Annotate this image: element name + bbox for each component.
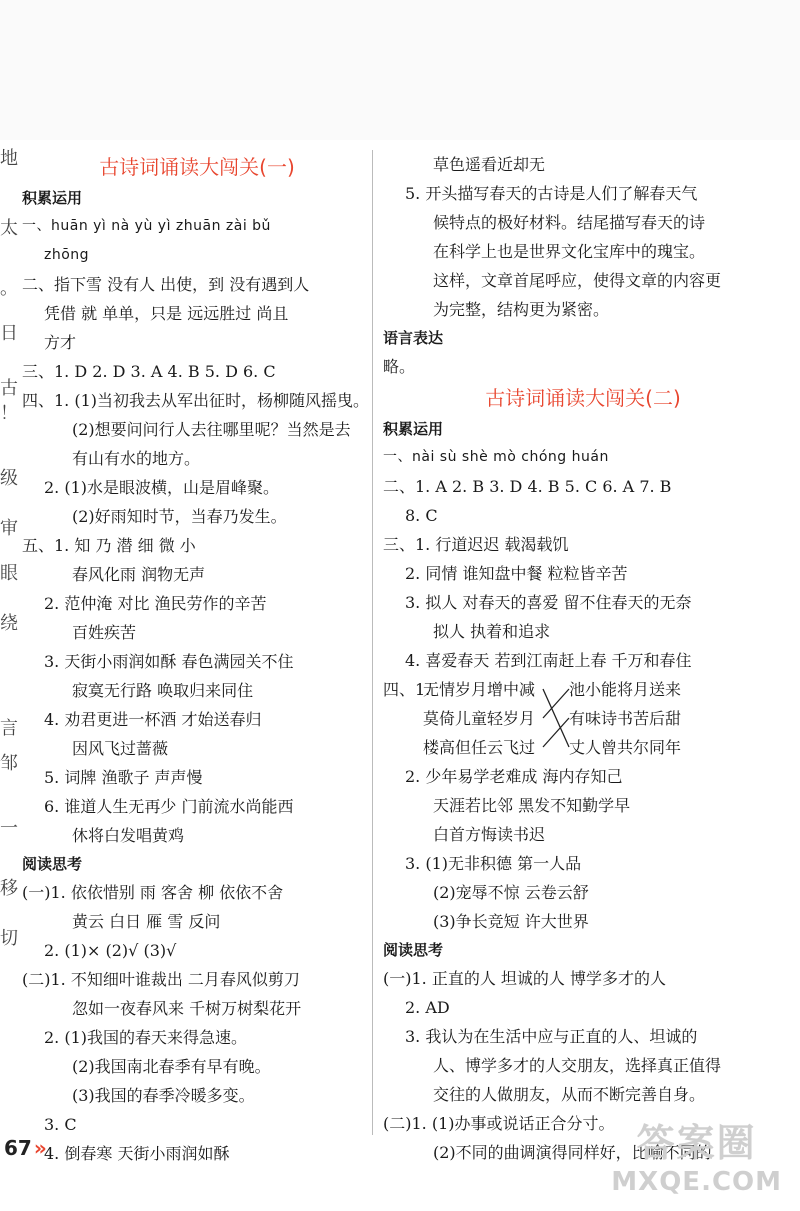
answer-line: 2. AD [405,998,450,1017]
edge-char: 太 [0,218,18,239]
answer-line: 黄云 白日 雁 雪 反问 [72,912,221,931]
answer-line: (3)争长竞短 许大世界 [433,912,589,931]
section-title-one: 古诗词诵读大闯关(一) [99,155,295,179]
answer-line: 方才 [44,333,77,352]
arrow-icon: » [33,1136,47,1160]
answer-line: 春风化雨 润物无声 [72,565,206,584]
answer-line: 3. (1)无非积德 第一人品 [405,854,582,873]
answer-line: 3. 拟人 对春天的喜爱 留不住春天的无奈 [405,593,692,612]
answer-line: 8. C [405,506,438,525]
answer-line: 因风飞过蔷薇 [72,739,169,758]
answer-line: 略。 [383,357,416,376]
edge-char: 。 [0,278,18,299]
top-margin [0,0,800,140]
answer-line: (2)想要问问行人去往哪里呢？当然是去 [72,420,351,439]
answer-line: 2. 范仲淹 对比 渔民劳作的辛苦 [44,594,267,613]
answer-line: 3. 天街小雨润如酥 春色满园关不住 [44,652,294,671]
section-heading: 积累运用 [22,189,83,207]
answer-line: 三、1. 行道迟迟 载渴载饥 [383,535,569,554]
answer-line: 寂寞无行路 唤取归来同住 [72,681,254,700]
right-column [383,150,783,1167]
answer-line: 4. 倒春寒 天街小雨润如酥 [44,1144,230,1163]
answer-line: 一、nài sù shè mò chóng huán [383,449,609,465]
answer-line: (二)1. 不知细叶谁裁出 二月春风似剪刀 [22,970,300,989]
answer-line: 有山有水的地方。 [72,449,201,468]
answer-line: 4. 劝君更进一杯酒 才始送春归 [44,710,262,729]
page-number: 67 » [4,1136,47,1160]
answer-line: 天涯若比邻 黑发不知勤学早 [433,796,631,815]
answer-line: 白首方悔读书迟 [433,825,546,844]
section-title-two: 古诗词诵读大闯关(二) [485,386,681,410]
edge-char: 一 [0,818,18,839]
section-heading: 语言表达 [383,329,444,347]
match-item: 楼高但任云飞过 [423,738,536,757]
answer-line: (2)不同的曲调演得同样好，比喻不同的 [433,1143,712,1162]
edge-char: 审 [0,518,18,539]
answer-line: (一)1. 依依惜别 雨 客舍 柳 依依不舍 [22,883,284,902]
answer-line: (2)宠辱不惊 云卷云舒 [433,883,589,902]
answer-line: zhōng [44,247,90,263]
answer-line: 四、1. (1)当初我去从军出征时，杨柳随风摇曳。 [22,391,370,410]
answer-line: 人、博学多才的人交朋友，选择真正值得 [433,1056,722,1075]
answer-line: 为完整，结构更为紧密。 [433,300,610,319]
watermark [611,1112,782,1197]
match-item: 无情岁月增中减 [423,680,536,699]
answer-line: 拟人 执着和追求 [433,622,551,641]
matching-exercise [383,675,783,762]
answer-line: (二)1. (1)办事或说话正合分寸。 [383,1114,615,1133]
answer-line: (一)1. 正直的人 坦诚的人 博学多才的人 [383,969,667,988]
answer-line: 凭借 就 单单，只是 远远胜过 尚且 [44,304,289,323]
answer-line: 3. 我认为在生活中应与正直的人、坦诚的 [405,1027,698,1046]
answer-line: (3)我国的春季冷暖多变。 [72,1086,255,1105]
edge-char: 切 [0,928,18,949]
edge-char: 级 [0,468,18,489]
left-edge-cut-text [0,140,18,1140]
left-column [22,150,372,1168]
match-item: 丈人曾共尔同年 [569,738,682,757]
answer-line: 5. 开头描写春天的古诗是人们了解春天气 [405,184,698,203]
answer-line: 百姓疾苦 [72,623,137,642]
answer-line: (2)我国南北春季有早有晚。 [72,1057,271,1076]
answer-line: 草色遥看近却无 [433,155,546,174]
watermark-logo: 答案圈 [636,1121,757,1165]
answer-line: 4. 喜爱春天 若到江南赶上春 千万和春住 [405,651,692,670]
answer-line: 交往的人做朋友，从而不断完善自身。 [433,1085,706,1104]
answer-line: 二、1. A 2. B 3. D 4. B 5. C 6. A 7. B [383,477,672,496]
answer-line: 五、1. 知 乃 潜 细 微 小 [22,536,196,555]
answer-line: 3. C [44,1115,77,1134]
section-heading: 积累运用 [383,420,444,438]
match-prefix: 四、1. [383,680,431,699]
edge-char: 邹 [0,753,18,774]
edge-char: 移 [0,878,18,899]
section-heading: 阅读思考 [383,941,444,959]
answer-line: 5. 词牌 渔歌子 声声慢 [44,768,203,787]
answer-line: 二、指下雪 没有人 出使，到 没有遇到人 [22,275,310,294]
answer-line: (2)好雨知时节，当春乃发生。 [72,507,287,526]
edge-char: 绕 [0,613,18,634]
edge-char: ！ [0,403,18,424]
answer-line: 忽如一夜春风来 千树万树梨花开 [72,999,302,1018]
answer-line: 候特点的极好材料。结尾描写春天的诗 [433,213,706,232]
match-item: 有味诗书苦后甜 [569,709,682,728]
answer-line: 2. (1)水是眼波横，山是眉峰聚。 [44,478,280,497]
answer-line: 三、1. D 2. D 3. A 4. B 5. D 6. C [22,362,276,381]
edge-char: 日 [0,323,18,344]
answer-line: 在科学上也是世界文化宝库中的瑰宝。 [433,242,706,261]
answer-line: 2. 同情 谁知盘中餐 粒粒皆辛苦 [405,564,628,583]
section-heading: 阅读思考 [22,855,83,873]
answer-line: 一、huān yì nà yù yì zhuān zài bǔ [22,218,271,234]
edge-char: 古 [0,378,18,399]
answer-line: 2. (1)我国的春天来得急速。 [44,1028,248,1047]
edge-char: 眼 [0,563,18,584]
match-item: 莫倚儿童轻岁月 [423,709,536,728]
answer-line: 休将白发唱黄鸡 [72,826,185,845]
edge-char: 地 [0,148,18,169]
answer-line: 2. 少年易学老难成 海内存知己 [405,767,623,786]
answer-line: 这样，文章首尾呼应，使得文章的内容更 [433,271,722,290]
watermark-url: MXQE.COM [611,1167,782,1197]
edge-char: 言 [0,718,18,739]
match-item: 池小能将月送来 [569,680,682,699]
column-divider [372,150,373,1135]
answer-line: 2. (1)× (2)√ (3)√ [44,941,177,960]
answer-line: 6. 谁道人生无再少 门前流水尚能西 [44,797,294,816]
